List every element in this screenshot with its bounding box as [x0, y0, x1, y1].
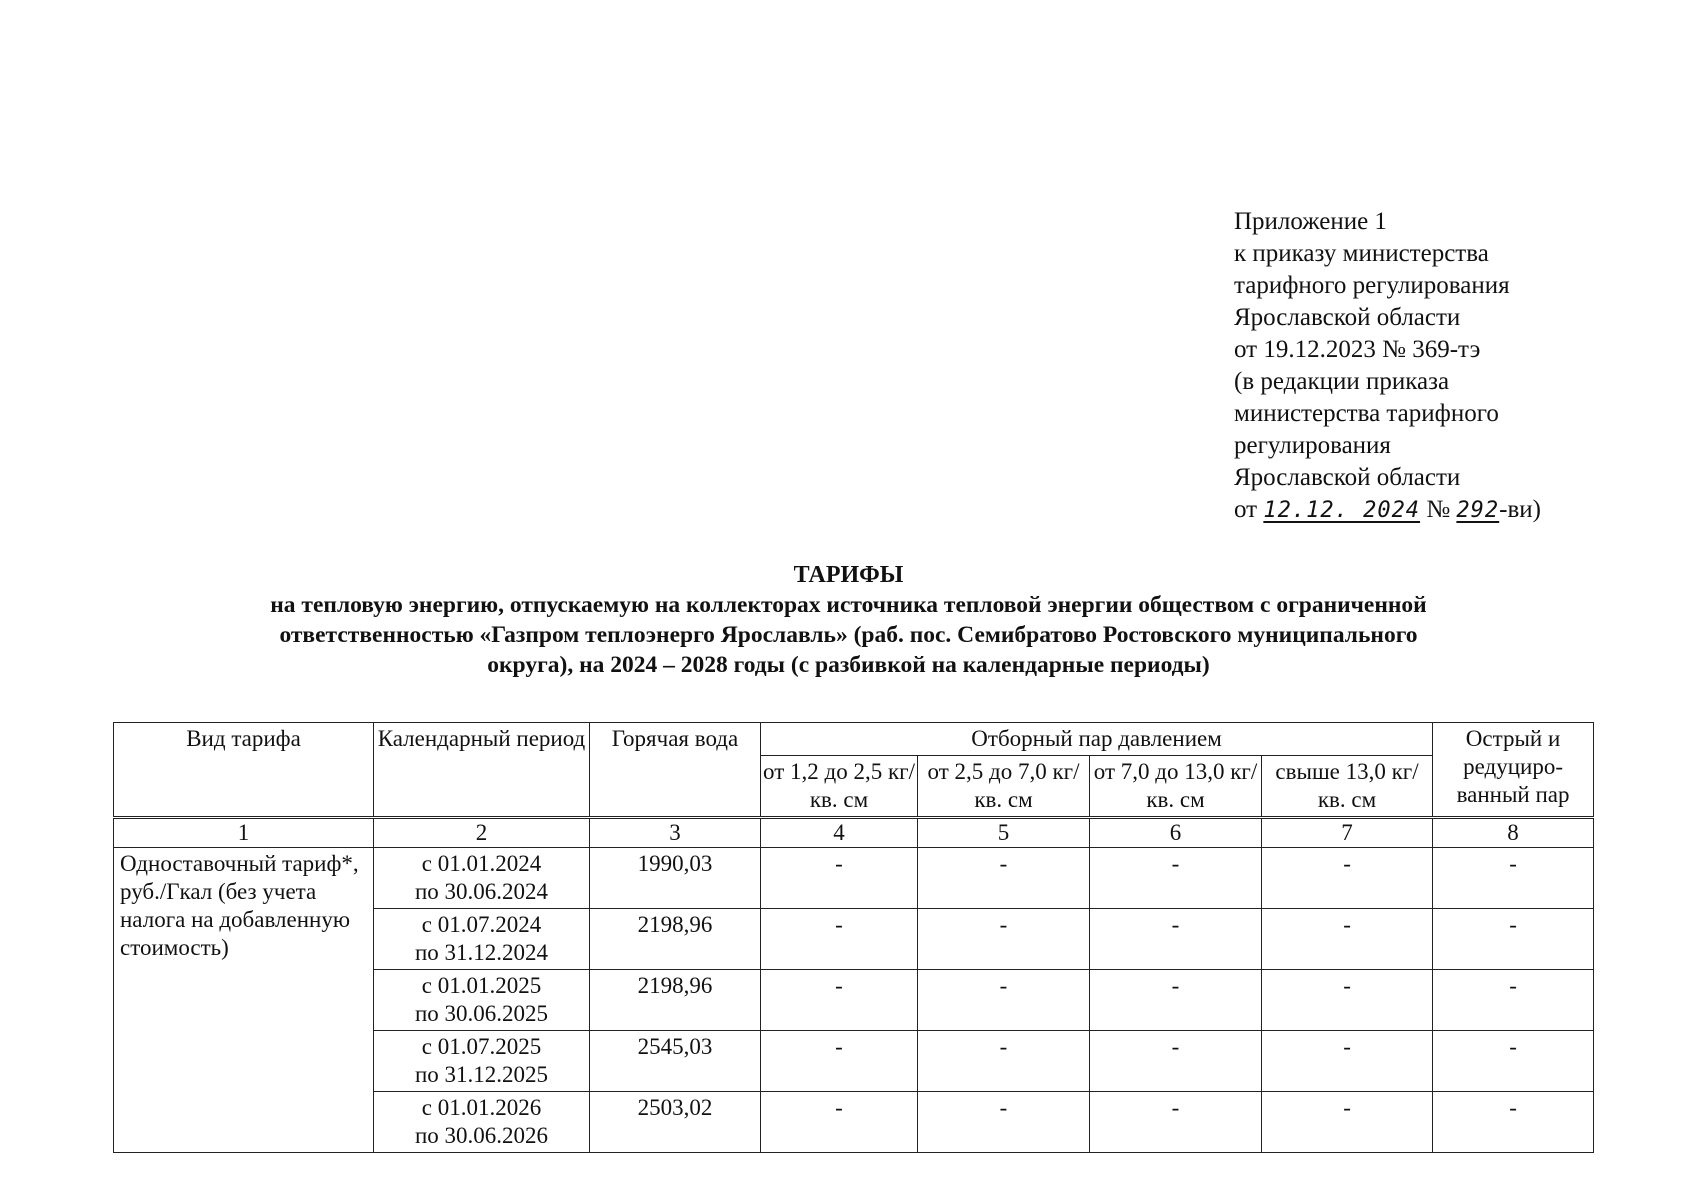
document-title — [0, 560, 1697, 680]
header-steam-group: Отборный пар давлением — [761, 723, 1433, 756]
column-number: 1 — [114, 818, 374, 848]
steam-value-cell: - — [1433, 1031, 1594, 1092]
table-row — [114, 848, 1594, 909]
period-to: по 30.06.2024 — [414, 879, 549, 904]
hot-water-value: 2503,02 — [590, 1092, 761, 1153]
steam-value-cell: - — [918, 970, 1090, 1031]
appendix-line: тарифного регулирования — [1234, 272, 1510, 299]
amendment-date-handwritten: 12.12. 2024 — [1263, 498, 1421, 523]
steam-value-cell: - — [1262, 848, 1433, 909]
period-from: с 01.07.2024 — [421, 912, 542, 937]
period-cell — [374, 848, 590, 909]
hot-water-value: 2198,96 — [590, 970, 761, 1031]
steam-value-cell: - — [761, 1031, 918, 1092]
steam-value-cell: - — [1090, 909, 1262, 970]
period-cell — [374, 909, 590, 970]
header-steam-3: от 7,0 до 13,0 кг/ кв. см — [1090, 756, 1262, 818]
period-cell — [374, 1092, 590, 1153]
period-to: по 31.12.2024 — [414, 940, 549, 965]
title-line: на тепловую энергию, отпускаемую на коллекторах источника тепловой энергии обществом с ограниченной — [270, 592, 1427, 618]
column-number: 6 — [1090, 818, 1262, 848]
period-to: по 30.06.2026 — [414, 1123, 549, 1148]
amendment-number-handwritten: 292 — [1456, 498, 1500, 523]
appendix-line: от 19.12.2023 № 369-тэ — [1234, 336, 1481, 363]
column-number: 7 — [1262, 818, 1433, 848]
steam-value-cell: - — [918, 1092, 1090, 1153]
title-line: округа), на 2024 – 2028 годы (с разбивкой на календарные периоды) — [487, 652, 1210, 678]
steam-value-cell: - — [761, 970, 918, 1031]
amendment-number-sign: № — [1426, 496, 1451, 523]
hot-water-value: 2198,96 — [590, 909, 761, 970]
header-hot-water: Горячая вода — [590, 723, 761, 818]
header-tariff-type: Вид тарифа — [114, 723, 374, 818]
period-from: с 01.01.2026 — [421, 1095, 542, 1120]
amendment-suffix: -ви) — [1499, 496, 1542, 523]
tariff-table — [113, 722, 1594, 1153]
appendix-line: к приказу министерства — [1234, 240, 1489, 267]
period-from: с 01.07.2025 — [421, 1034, 542, 1059]
steam-value-cell: - — [918, 1031, 1090, 1092]
steam-value-cell: - — [761, 1092, 918, 1153]
title-line: ответственностью «Газпром теплоэнерго Ярославль» (раб. пос. Семибратово Ростовского муниципального — [279, 622, 1418, 648]
appendix-line: министерства тарифного — [1234, 400, 1499, 427]
period-from: с 01.01.2024 — [421, 851, 542, 876]
header-sharp-steam: Острый и редуциро-ванный пар — [1433, 723, 1594, 818]
steam-value-cell: - — [761, 909, 918, 970]
column-number: 3 — [590, 818, 761, 848]
column-number: 8 — [1433, 818, 1594, 848]
hot-water-value: 2545,03 — [590, 1031, 761, 1092]
appendix-block — [1234, 206, 1654, 527]
header-row — [114, 723, 1594, 756]
appendix-line: Приложение 1 — [1234, 208, 1387, 235]
steam-value-cell: - — [1262, 909, 1433, 970]
column-number: 5 — [918, 818, 1090, 848]
period-cell — [374, 1031, 590, 1092]
header-steam-4: свыше 13,0 кг/ кв. см — [1262, 756, 1433, 818]
steam-value-cell: - — [1090, 848, 1262, 909]
period-cell — [374, 970, 590, 1031]
steam-value-cell: - — [1090, 1031, 1262, 1092]
steam-value-cell: - — [1262, 970, 1433, 1031]
period-to: по 30.06.2025 — [414, 1001, 549, 1026]
steam-value-cell: - — [1262, 1092, 1433, 1153]
header-steam-2: от 2,5 до 7,0 кг/ кв. см — [918, 756, 1090, 818]
hot-water-value: 1990,03 — [590, 848, 761, 909]
appendix-amendment-line — [1234, 494, 1654, 527]
period-from: с 01.01.2025 — [421, 973, 542, 998]
steam-value-cell: - — [1433, 848, 1594, 909]
steam-value-cell: - — [1090, 970, 1262, 1031]
steam-value-cell: - — [1262, 1031, 1433, 1092]
column-number: 2 — [374, 818, 590, 848]
appendix-line: Ярославской области — [1234, 464, 1461, 491]
steam-value-cell: - — [761, 848, 918, 909]
appendix-line: регулирования — [1234, 432, 1391, 459]
appendix-line: Ярославской области — [1234, 304, 1461, 331]
steam-value-cell: - — [918, 848, 1090, 909]
steam-value-cell: - — [1433, 909, 1594, 970]
header-period: Календарный период — [374, 723, 590, 818]
tariff-type-cell: Одноставочный тариф*, руб./Гкал (без учета налога на добавленную стоимость) — [114, 848, 374, 1153]
header-steam-1: от 1,2 до 2,5 кг/ кв. см — [761, 756, 918, 818]
column-number-row — [114, 818, 1594, 848]
title-main: ТАРИФЫ — [793, 562, 904, 588]
appendix-line: (в редакции приказа — [1234, 368, 1450, 395]
period-to: по 31.12.2025 — [414, 1062, 549, 1087]
column-number: 4 — [761, 818, 918, 848]
steam-value-cell: - — [918, 909, 1090, 970]
steam-value-cell: - — [1433, 970, 1594, 1031]
steam-value-cell: - — [1433, 1092, 1594, 1153]
steam-value-cell: - — [1090, 1092, 1262, 1153]
amendment-prefix: от — [1234, 496, 1258, 523]
